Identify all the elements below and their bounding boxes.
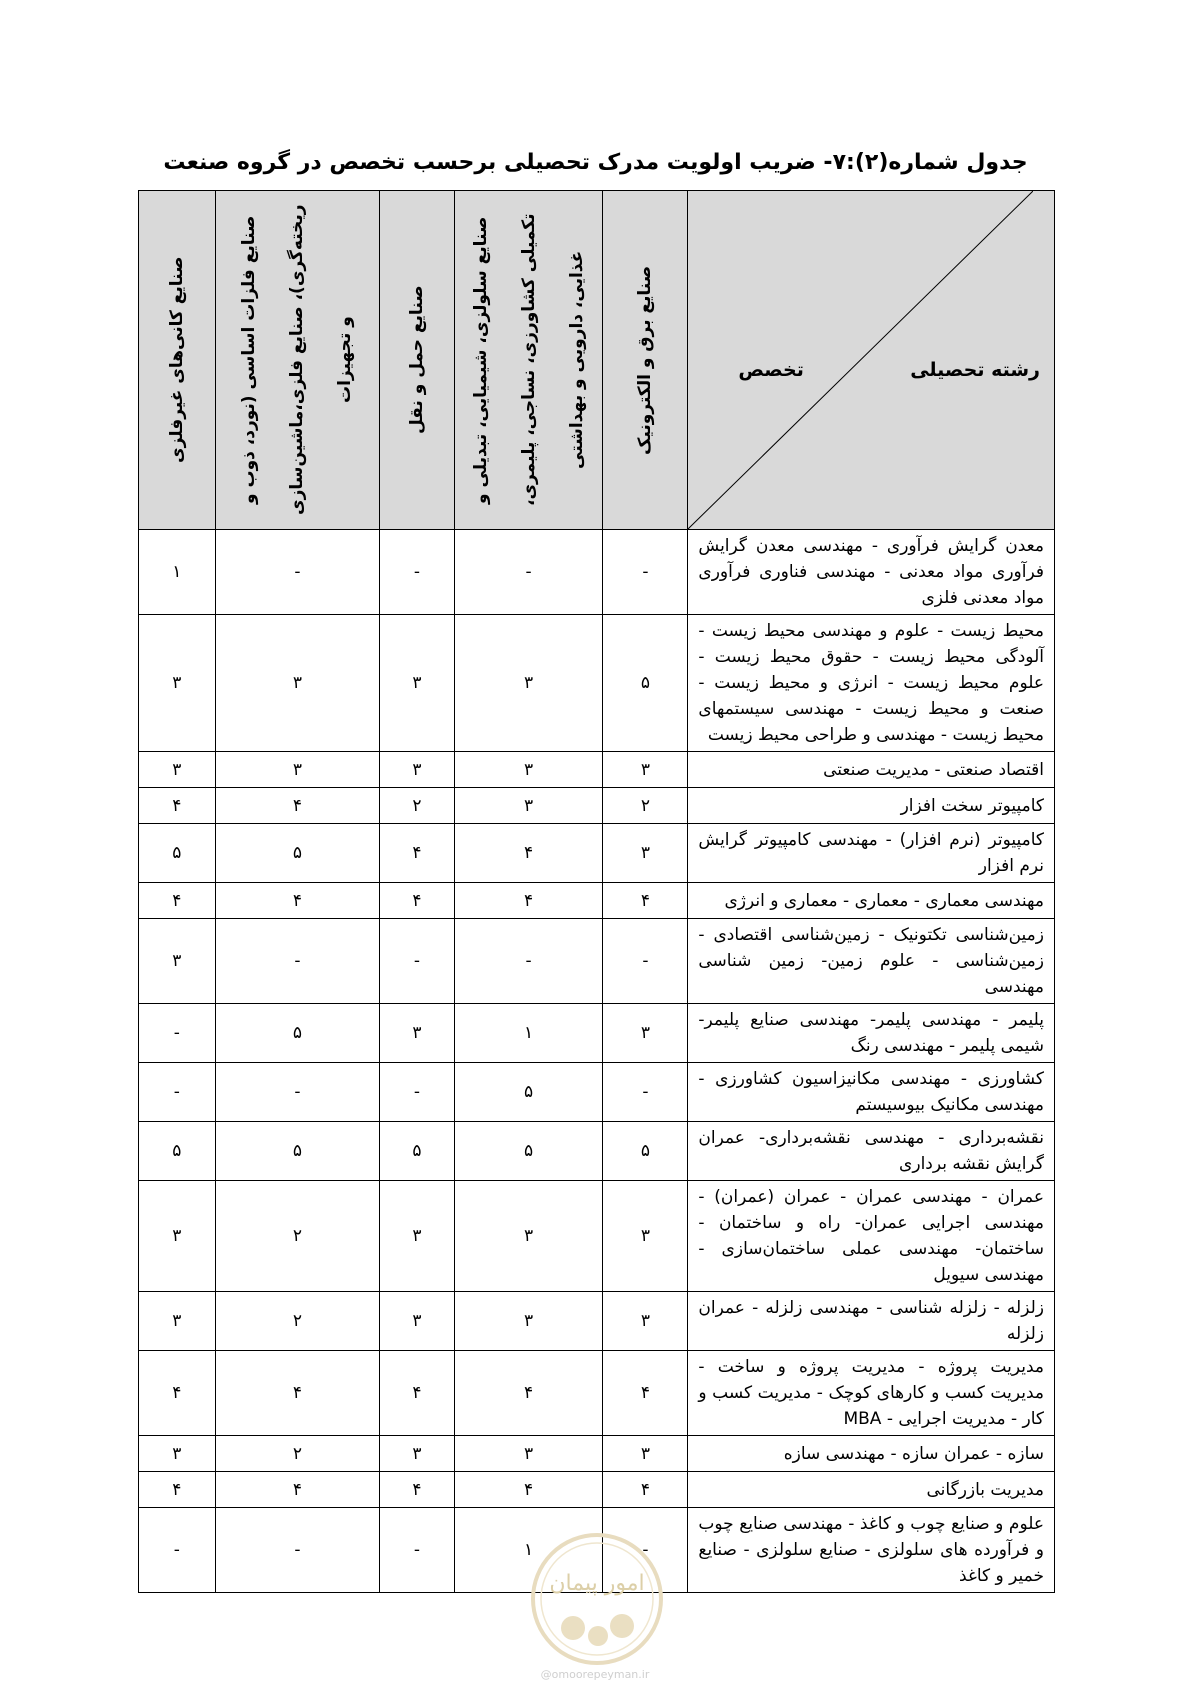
value-cell: ۳	[139, 752, 216, 788]
value-cell: -	[380, 530, 454, 615]
value-cell: ۳	[454, 788, 603, 824]
row-name-cell: علوم و صنایع چوب و کاغذ - مهندسی صنایع چوب و فرآورده های سلولزی - صنایع سلولزی - صنایع خمیر و کاغذ	[688, 1508, 1055, 1593]
value-cell: ۴	[215, 1351, 380, 1436]
value-cell: ۳	[139, 615, 216, 752]
row-name-cell: معدن گرایش فرآوری - مهندسی معدن گرایش فرآوری مواد معدنی - مهندسی فناوری فرآوری مواد معدنی فلزی	[688, 530, 1055, 615]
table-row	[139, 1351, 1055, 1436]
value-cell: ۳	[454, 752, 603, 788]
value-cell: ۴	[454, 824, 603, 883]
value-cell: -	[380, 1508, 454, 1593]
value-cell: ۴	[215, 1472, 380, 1508]
value-cell: ۵	[215, 1122, 380, 1181]
value-cell: ۳	[139, 919, 216, 1004]
value-cell: ۳	[603, 1181, 688, 1292]
row-name-cell: مدیریت بازرگانی	[688, 1472, 1055, 1508]
value-cell: ۴	[380, 1351, 454, 1436]
row-name-cell: کامپیوتر سخت افزار	[688, 788, 1055, 824]
row-name-cell: نقشه‌برداری - مهندسی نقشه‌برداری- عمران گرایش نقشه برداری	[688, 1122, 1055, 1181]
table-row	[139, 788, 1055, 824]
value-cell: -	[380, 919, 454, 1004]
value-cell: ۴	[454, 1351, 603, 1436]
value-cell: ۳	[139, 1436, 216, 1472]
table-row	[139, 1122, 1055, 1181]
value-cell: ۳	[380, 615, 454, 752]
column-header: صنایع کانی‌های غیرفلزی	[139, 191, 216, 530]
row-name-cell: اقتصاد صنعتی - مدیریت صنعتی	[688, 752, 1055, 788]
value-cell: ۴	[380, 883, 454, 919]
table-row	[139, 1472, 1055, 1508]
value-cell: ۱	[454, 1004, 603, 1063]
table-row	[139, 752, 1055, 788]
value-cell: -	[454, 919, 603, 1004]
table-row	[139, 615, 1055, 752]
table-row	[139, 1292, 1055, 1351]
value-cell: ۴	[454, 883, 603, 919]
value-cell: ۱	[454, 1508, 603, 1593]
value-cell: ۲	[215, 1436, 380, 1472]
value-cell: -	[139, 1508, 216, 1593]
row-name-cell: مدیریت پروژه - مدیریت پروژه و ساخت - مدیریت کسب و کارهای کوچک - مدیریت کسب و کار - مدیریت اجرایی - MBA	[688, 1351, 1055, 1436]
logo-watermark	[528, 1530, 666, 1668]
value-cell: ۳	[454, 1436, 603, 1472]
value-cell: ۴	[215, 883, 380, 919]
corner-cell	[688, 191, 1055, 530]
row-name-cell: سازه - عمران سازه - مهندسی سازه	[688, 1436, 1055, 1472]
column-header: صنایع حمل و نقل	[380, 191, 454, 530]
value-cell: -	[380, 1063, 454, 1122]
value-cell: ۳	[454, 1181, 603, 1292]
value-cell: ۵	[139, 824, 216, 883]
value-cell: ۳	[603, 1004, 688, 1063]
value-cell: -	[215, 919, 380, 1004]
value-cell: ۴	[380, 1472, 454, 1508]
value-cell: ۳	[380, 1436, 454, 1472]
column-header: صنایع فلزات اساسی (نورد، ذوب و ریخته‌گری)، صنایع فلزی،ماشین‌سازی و تجهیزات	[215, 191, 380, 530]
value-cell: ۲	[603, 788, 688, 824]
row-name-cell: عمران - مهندسی عمران - عمران (عمران) - مهندسی اجرایی عمران- راه و ساختمان - ساختمان- مهندسی عملی ساختمان‌سازی - مهندسی سیویل	[688, 1181, 1055, 1292]
value-cell: ۳	[380, 752, 454, 788]
value-cell: -	[215, 1063, 380, 1122]
header-row	[139, 191, 1055, 530]
value-cell: ۳	[380, 1181, 454, 1292]
value-cell: ۳	[603, 824, 688, 883]
value-cell: ۵	[454, 1063, 603, 1122]
value-cell: ۵	[139, 1122, 216, 1181]
value-cell: ۳	[215, 615, 380, 752]
value-cell: ۴	[603, 1351, 688, 1436]
value-cell: ۵	[380, 1122, 454, 1181]
value-cell: -	[603, 919, 688, 1004]
value-cell: ۱	[139, 530, 216, 615]
value-cell: ۳	[603, 752, 688, 788]
value-cell: ۴	[603, 883, 688, 919]
column-header: صنایع سلولزی، شیمیایی، تبدیلی و تکمیلی کشاورزی، نساجی، پلیمری، غذایی، دارویی و بهداشتی	[454, 191, 603, 530]
value-cell: ۴	[139, 788, 216, 824]
value-cell: ۳	[454, 1292, 603, 1351]
value-cell: ۳	[139, 1181, 216, 1292]
value-cell: -	[215, 1508, 380, 1593]
value-cell: ۳	[139, 1292, 216, 1351]
table-row	[139, 919, 1055, 1004]
row-name-cell: زمین‌شناسی تکتونیک - زمین‌شناسی اقتصادی - زمین‌شناسی - علوم زمین- زمین شناسی مهندسی	[688, 919, 1055, 1004]
value-cell: ۲	[215, 1181, 380, 1292]
value-cell: ۳	[603, 1436, 688, 1472]
value-cell: -	[454, 530, 603, 615]
value-cell: ۳	[603, 1292, 688, 1351]
value-cell: ۵	[215, 824, 380, 883]
row-name-cell: زلزله - زلزله شناسی - مهندسی زلزله - عمران زلزله	[688, 1292, 1055, 1351]
value-cell: -	[215, 530, 380, 615]
table-row	[139, 824, 1055, 883]
value-cell: -	[139, 1004, 216, 1063]
value-cell: -	[603, 1508, 688, 1593]
corner-specialty-label: تخصص	[738, 359, 804, 381]
table-row	[139, 1063, 1055, 1122]
value-cell: ۴	[215, 788, 380, 824]
logo-caption: @omoorepeyman.ir	[540, 1668, 650, 1681]
row-name-cell: کشاورزی - مهندسی مکانیزاسیون کشاورزی - مهندسی مکانیک بیوسیستم	[688, 1063, 1055, 1122]
value-cell: ۴	[454, 1472, 603, 1508]
table-row	[139, 1436, 1055, 1472]
table-row	[139, 530, 1055, 615]
table-row	[139, 1181, 1055, 1292]
corner-field-label: رشته تحصیلی	[910, 359, 1040, 381]
value-cell: ۴	[139, 883, 216, 919]
column-header: صنایع برق و الکترونیک	[603, 191, 688, 530]
value-cell: ۴	[139, 1472, 216, 1508]
value-cell: -	[603, 530, 688, 615]
value-cell: ۵	[215, 1004, 380, 1063]
row-name-cell: محیط زیست - علوم و مهندسی محیط زیست - آلودگی محیط زیست - حقوق محیط زیست - علوم محیط زیست - انرژی و محیط زیست - صنعت و محیط زیست - مهندسی سیستمهای محیط زیست - مهندسی و طراحی محیط زیست	[688, 615, 1055, 752]
value-cell: ۵	[454, 1122, 603, 1181]
value-cell: ۵	[603, 615, 688, 752]
table-title: جدول شماره(۲):۷- ضریب اولویت مدرک تحصیلی برحسب تخصص در گروه صنعت	[163, 150, 1028, 175]
value-cell: -	[139, 1063, 216, 1122]
row-name-cell: پلیمر - مهندسی پلیمر- مهندسی صنایع پلیمر- شیمی پلیمر - مهندسی رنگ	[688, 1004, 1055, 1063]
table-row	[139, 883, 1055, 919]
row-name-cell: مهندسی معماری - معماری - معماری و انرژی	[688, 883, 1055, 919]
coefficient-table	[138, 190, 1055, 1593]
value-cell: ۳	[454, 615, 603, 752]
value-cell: -	[603, 1063, 688, 1122]
value-cell: ۴	[380, 824, 454, 883]
value-cell: ۳	[380, 1292, 454, 1351]
value-cell: ۲	[380, 788, 454, 824]
value-cell: ۲	[215, 1292, 380, 1351]
value-cell: ۳	[215, 752, 380, 788]
value-cell: ۴	[603, 1472, 688, 1508]
value-cell: ۴	[139, 1351, 216, 1436]
logo-text: امور پیمان	[549, 1571, 645, 1596]
row-name-cell: کامپیوتر (نرم افزار) - مهندسی کامپیوتر گرایش نرم افزار	[688, 824, 1055, 883]
value-cell: ۳	[380, 1004, 454, 1063]
table-row	[139, 1004, 1055, 1063]
value-cell: ۵	[603, 1122, 688, 1181]
